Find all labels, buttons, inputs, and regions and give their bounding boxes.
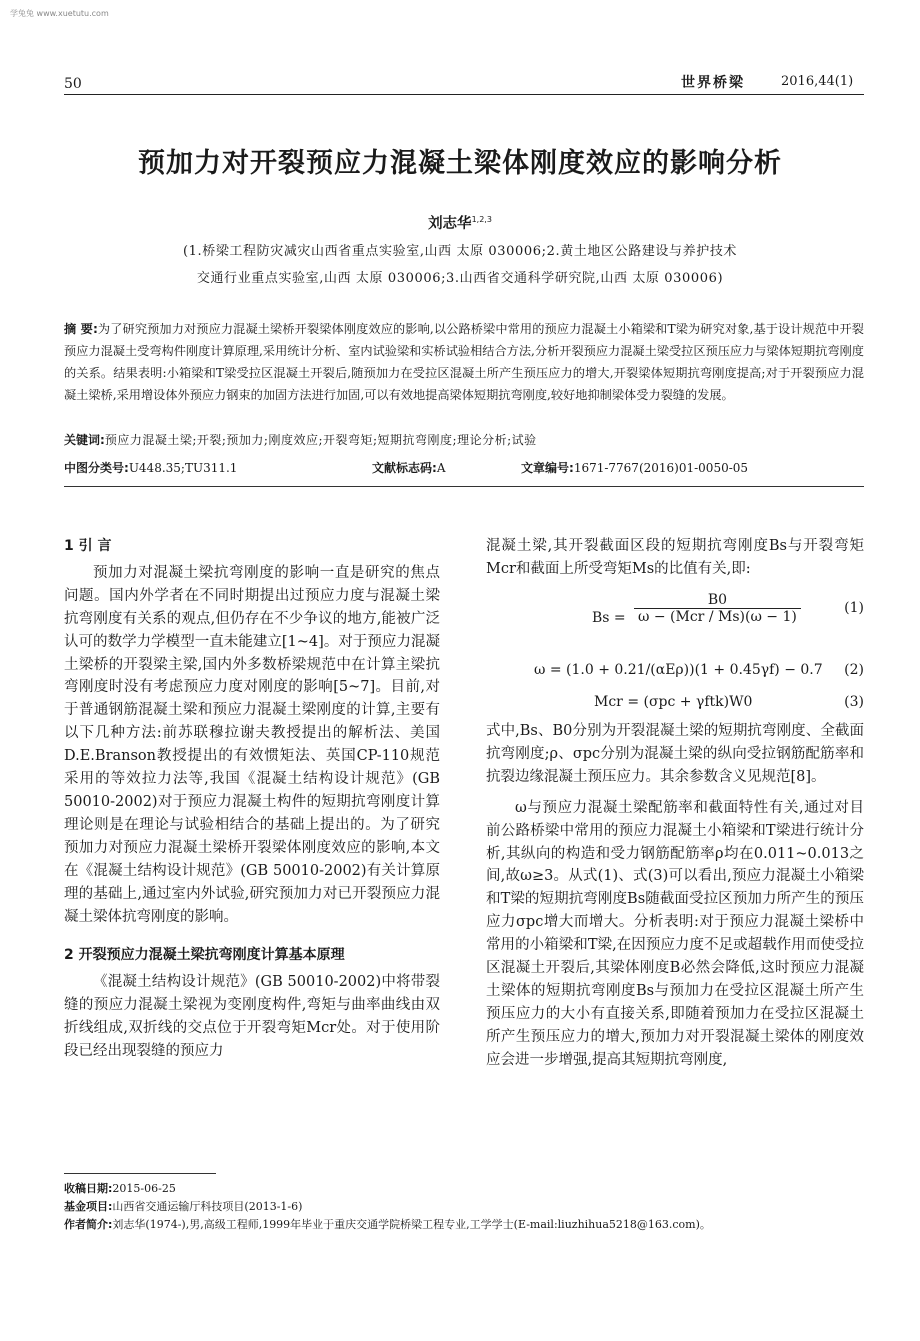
right-column-body bbox=[486, 720, 864, 1072]
abstract bbox=[64, 318, 864, 406]
keywords-label: 关键词: bbox=[64, 433, 105, 447]
page-number: 50 bbox=[64, 76, 82, 92]
clc-number bbox=[64, 459, 237, 476]
received-label: 收稿日期: bbox=[64, 1182, 113, 1195]
clc-label: 中图分类号: bbox=[64, 461, 129, 475]
article-label: 文章编号: bbox=[521, 461, 574, 475]
footnote-fund bbox=[64, 1198, 864, 1214]
eq1-lhs: Bs = bbox=[592, 610, 626, 626]
right-paragraph-3: ω与预应力混凝土梁配筋率和截面特性有关,通过对目前公路桥梁中常用的预应力混凝土小箱梁和T梁进行统计分析,其纵向的构造和受力钢筋配筋率ρ均在0.011~0.013之间,故ω≥3。从式(1)、式(3)可以看出,预应力混凝土小箱梁和T梁的短期抗弯刚度Bs随截面受拉区预加力所产生的预压应力σpc增大而增大。分析表明:对于预应力混凝土梁桥中常用的小箱梁和T梁,在因预应力度不足或超载作用而使受拉区混凝土开裂后,其梁体刚度B必然会降低,这时预应力混凝土梁体的短期抗弯刚度Bs与预加力在受拉区混凝土所产生预压应力的大小有直接关系,即随着预加力在受拉区混凝土所产生预压应力的增大,预加力对开裂混凝土梁体的刚度效应会进一步增强,提高其短期抗弯刚度, bbox=[486, 799, 864, 1068]
doc-value: A bbox=[436, 461, 446, 475]
keywords bbox=[64, 431, 864, 448]
abstract-label: 摘 要: bbox=[64, 322, 98, 336]
equation-1 bbox=[486, 590, 864, 646]
clc-value: U448.35;TU311.1 bbox=[128, 461, 238, 475]
eq1-number: (1) bbox=[844, 600, 864, 616]
right-paragraph-1: 混凝土梁,其开裂截面区段的短期抗弯刚度Bs与开裂弯矩Mcr和截面上所受弯矩Ms的比值有关,即: bbox=[486, 538, 864, 577]
fund-text: 山西省交通运输厅科技项目(2013-1-6) bbox=[112, 1200, 303, 1213]
received-date: 2015-06-25 bbox=[112, 1182, 176, 1195]
right-paragraph-2: 式中,Bs、B0分别为开裂混凝土梁的短期抗弯刚度、全截面抗弯刚度;ρ、σpc分别为混凝土梁的纵向受拉钢筋配筋率和抗裂边缘混凝土预压应力。其余参数含义见规范[8]。 bbox=[486, 723, 864, 785]
fund-label: 基金项目: bbox=[64, 1200, 113, 1213]
bio-label: 作者简介: bbox=[64, 1218, 113, 1231]
footnote-received bbox=[64, 1180, 864, 1196]
article-number bbox=[521, 459, 748, 476]
affiliation-line-1: (1.桥梁工程防灾减灾山西省重点实验室,山西 太原 030006;2.黄土地区公路建设与养护技术 bbox=[182, 244, 738, 259]
footnote-rule bbox=[64, 1173, 216, 1174]
abstract-text: 为了研究预加力对预应力混凝土梁桥开裂梁体刚度效应的影响,以公路桥梁中常用的预应力混凝土小箱梁和T梁为研究对象,基于设计规范中开裂预应力混凝土受弯构件刚度计算原理,采用统计分析、室内试验梁和实桥试验相结合方法,分析开裂预应力混凝土梁受拉区预压应力与梁体短期抗弯刚度的关系。结果表明:小箱梁和T梁受拉区混凝土开裂后,随预加力在受拉区混凝土所产生预压应力的增大,开裂梁体短期抗弯刚度提高;对于开裂预应力混凝土梁桥,采用增设体外预应力钢束的加固方法进行加固,可以有效地提高梁体短期抗弯刚度,较好地抑制梁体受力裂缝的发展。 bbox=[64, 322, 864, 402]
eq2-number: (2) bbox=[844, 662, 864, 678]
abstract-rule bbox=[64, 486, 864, 487]
bio-text: 刘志华(1974-),男,高级工程师,1999年毕业于重庆交通学院桥梁工程专业,工学学士(E-mail:liuzhihua5218@163.com)。 bbox=[112, 1218, 711, 1231]
doc-code bbox=[372, 459, 445, 476]
footnote-bio bbox=[64, 1216, 864, 1232]
header-rule bbox=[64, 94, 864, 95]
author-affil-sup: 1,2,3 bbox=[471, 215, 492, 225]
section-1-paragraph: 预加力对混凝土梁抗弯刚度的影响一直是研究的焦点问题。国内外学者在不同时期提出过预应力度与混凝土梁抗弯刚度有关系的观点,但仍存在不少争议的地方,能被广泛认可的数学力学模型一直未能建立[1~4]。对于预应力混凝土梁桥的开裂梁主梁,国内外多数桥梁规范中在计算主梁抗弯刚度时没有考虑预应力度对刚度的影响[5~7]。目前,对于普通钢筋混凝土梁和预应力混凝土梁刚度的计算,主要有以下几种方法:前苏联穆拉谢夫教授提出的解析法、美国D.E.Branson教授提出的有效惯矩法、英国CP-110规范采用的等效拉力法等,我国《混凝土结构设计规范》(GB 50010-2002)对于预应力混凝土构件的短期抗弯刚度计算理论则是在理论与试验相结合的基础上提出的。为了研究预加力对预应力混凝土梁桥开裂梁体刚度效应的影响,本文在《混凝土结构设计规范》(GB 50010-2002)有关计算原理的基础上,通过室内外试验,研究预加力对已开裂预应力混凝土梁体抗弯刚度的影响。 bbox=[64, 564, 440, 925]
journal-name: 世界桥梁 bbox=[681, 75, 745, 91]
left-column bbox=[64, 535, 440, 1063]
right-column-intro bbox=[486, 535, 864, 581]
equation-2 bbox=[486, 660, 864, 686]
watermark: 学兔兔 www.xuetutu.com bbox=[10, 9, 109, 18]
affiliation-line-2: 交通行业重点实验室,山西 太原 030006;3.山西省交通科学研究院,山西 太原 030006) bbox=[196, 271, 724, 286]
eq1-numerator: B0 bbox=[634, 592, 801, 609]
doc-label: 文献标志码: bbox=[372, 461, 437, 475]
eq1-denominator: ω − (Mcr / Ms)(ω − 1) bbox=[638, 609, 797, 625]
keywords-text: 预应力混凝土梁;开裂;预加力;刚度效应;开裂弯矩;短期抗弯刚度;理论分析;试验 bbox=[104, 433, 537, 447]
article-value: 1671-7767(2016)01-0050-05 bbox=[573, 461, 749, 475]
issue-info: 2016,44(1) bbox=[781, 74, 854, 89]
eq3-number: (3) bbox=[844, 694, 864, 710]
section-1-heading: 1 引 言 bbox=[64, 538, 112, 554]
paper-title: 预加力对开裂预应力混凝土梁体刚度效应的影响分析 bbox=[138, 148, 782, 179]
eq2-body: ω = (1.0 + 0.21/(αEρ))(1 + 0.45γf) − 0.7 bbox=[534, 662, 823, 678]
eq3-body: Mcr = (σpc + γftk)W0 bbox=[594, 694, 753, 710]
equation-3 bbox=[486, 694, 864, 716]
author bbox=[0, 212, 920, 233]
section-2-heading: 2 开裂预应力混凝土梁抗弯刚度计算基本原理 bbox=[64, 947, 345, 964]
eq1-fraction bbox=[634, 592, 801, 625]
author-name: 刘志华 bbox=[428, 216, 472, 232]
section-2-paragraph: 《混凝土结构设计规范》(GB 50010-2002)中将带裂缝的预应力混凝土梁视为变刚度构件,弯矩与曲率曲线由双折线组成,双折线的交点位于开裂弯矩Mcr处。对于使用阶段已经出现裂缝的预应力 bbox=[64, 974, 440, 1060]
